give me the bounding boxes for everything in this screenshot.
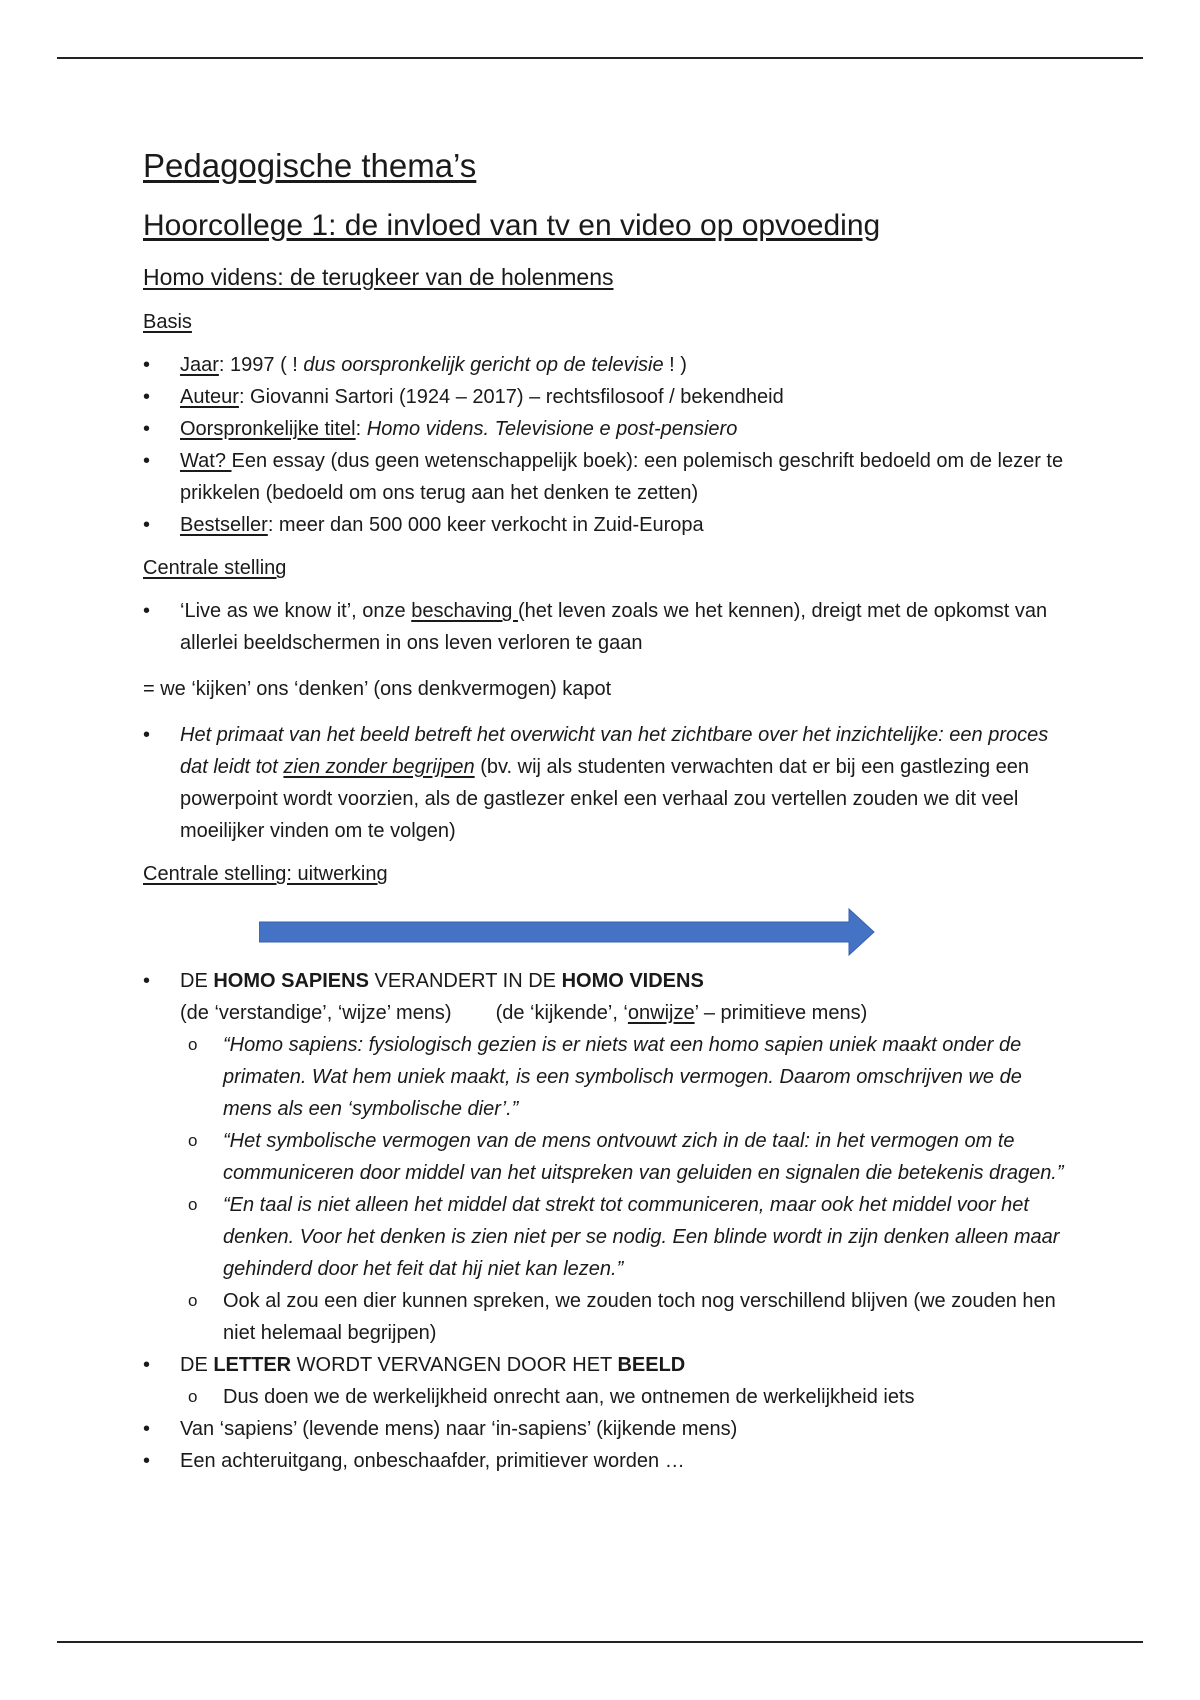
list-item: • Bestseller: meer dan 500 000 keer verkocht in Zuid-Europa [143, 509, 1073, 541]
list-item: • Van ‘sapiens’ (levende mens) naar ‘in-sapiens’ (kijkende mens) [143, 1413, 1073, 1445]
document-body [143, 146, 1073, 1477]
list-item: • Het primaat van het beeld betreft het overwicht van het zichtbare over het inzichtelijke: een proces dat leidt tot zien zonder begrijpen (bv. wij als studenten verwachten dat er bij een gastlezing een powerpoint wordt voorzien, als de gastlezer enkel een verhaal zou vertellen zouden we dit veel moeilijker vinden om te volgen) [143, 719, 1073, 847]
list-item: • Jaar: 1997 ( ! dus oorspronkelijk gericht op de televisie ! ) [143, 349, 1073, 381]
header-rule [57, 57, 1143, 59]
list-item: o “En taal is niet alleen het middel dat strekt tot communiceren, maar ook het middel voor het denken. Voor het denken is zien niet per se nodig. Een blinde wordt in zijn denken alleen maar gehinderd door het feit dat hij niet kan lezen.” [180, 1189, 1073, 1285]
section-heading: Homo videns: de terugkeer van de holenmens [143, 263, 614, 290]
list-item: • Wat? Een essay (dus geen wetenschappelijk boek): een polemisch geschrift bedoeld om de lezer te prikkelen (bedoeld om ons terug aan het denken te zetten) [143, 445, 1073, 509]
list-item: • DE LETTER WORDT VERVANGEN DOOR HET BEELD o Dus doen we de werkelijkheid onrecht aan, we ontnemen de werkelijkheid iets [143, 1349, 1073, 1413]
footer-rule [57, 1641, 1143, 1643]
centrale-list-2 [143, 719, 1073, 847]
list-item: o Ook al zou een dier kunnen spreken, we zouden toch nog verschillend blijven (we zouden hen niet helemaal begrijpen) [180, 1285, 1073, 1349]
list-item: • Oorspronkelijke titel: Homo videns. Televisione e post-pensiero [143, 413, 1073, 445]
list-item: o Dus doen we de werkelijkheid onrecht aan, we ontnemen de werkelijkheid iets [180, 1381, 1073, 1413]
quote-list [180, 1029, 1073, 1349]
sub-list [180, 1381, 1073, 1413]
centrale-list-1 [143, 595, 1073, 659]
equation-line: = we ‘kijken’ ons ‘denken’ (ons denkvermogen) kapot [143, 678, 612, 701]
basis-heading: Basis [143, 311, 192, 334]
arrow-row [143, 901, 1073, 965]
right-arrow-icon [259, 907, 879, 957]
uitwerking-heading: Centrale stelling: uitwerking [143, 863, 388, 886]
list-item: • ‘Live as we know it’, onze beschaving (het leven zoals we het kennen), dreigt met de opkomst van allerlei beeldschermen in ons leven verloren te gaan [143, 595, 1073, 659]
centrale-stelling-heading: Centrale stelling [143, 557, 287, 580]
lecture-heading: Hoorcollege 1: de invloed van tv en video op opvoeding [143, 208, 881, 242]
list-item: • Auteur: Giovanni Sartori (1924 – 2017) – rechtsfilosoof / bekendheid [143, 381, 1073, 413]
list-item: o “Homo sapiens: fysiologisch gezien is er niets wat een homo sapien uniek maakt onder de primaten. Wat hem uniek maakt, is een symbolisch vermogen. Daarom omschrijven we de mens als een ‘symbolische dier’.” [180, 1029, 1073, 1125]
list-item: o “Het symbolische vermogen van de mens ontvouwt zich in de taal: in het vermogen om te communiceren door middel van het uitspreken van geluiden en signalen die betekenis dragen.” [180, 1125, 1073, 1189]
list-item: • Een achteruitgang, onbeschaafder, primitiever worden … [143, 1445, 1073, 1477]
uitwerking-list [143, 965, 1073, 1477]
basis-list [143, 349, 1073, 541]
document-title: Pedagogische thema’s [143, 147, 477, 184]
list-item: • DE HOMO SAPIENS VERANDERT IN DE HOMO VIDENS (de ‘verstandige’, ‘wijze’ mens) (de ‘kijkende’, ‘onwijze’ – primitieve mens) o “Homo sapiens: fysiologisch gezien is er niets wat een homo sapien uniek maakt onder de primaten. Wat hem uniek maakt, is een symbolisch vermogen. Daarom omschrijven we de mens als een ‘symbolische dier’.” o “Het symbolische vermogen van de mens ontvouwt zich in de taal: in het vermogen om te communiceren door middel van het uitspreken van geluiden en signalen die betekenis dragen.” o “En taal is niet alleen het middel dat strekt tot communiceren, maar ook het middel voor het denken. Voor het denken is zien niet per se nodig. Een blinde wordt in zijn denken alleen maar gehinderd door het feit dat hij niet kan lezen.” o Ook al zou een dier kunnen spreken, we zouden toch nog verschillend blijven (we zouden hen niet helemaal begrijpen) [143, 965, 1073, 1349]
